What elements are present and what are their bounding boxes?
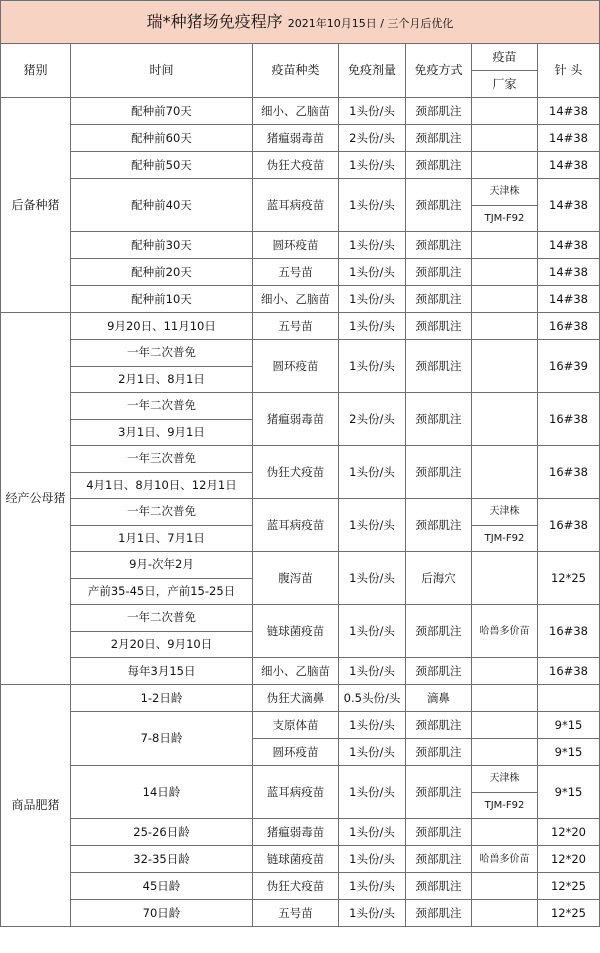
- method-cell: 颈部肌注: [406, 340, 472, 393]
- table-row: [1, 712, 600, 739]
- method-cell: 颈部肌注: [406, 819, 472, 846]
- table-row: [1, 232, 600, 259]
- dose-cell: 1头份/头: [339, 846, 406, 873]
- table-row: [1, 766, 600, 793]
- dose-cell: 1头份/头: [339, 179, 406, 232]
- method-cell: 颈部肌注: [406, 393, 472, 446]
- time-cell: 一年二次普免: [71, 340, 253, 367]
- vaccine-cell: 圆环疫苗: [253, 739, 339, 766]
- time-cell: 2月20日、9月10日: [71, 631, 253, 658]
- vaccine-cell: 猪瘟弱毒苗: [253, 393, 339, 446]
- vaccine-cell: 支原体苗: [253, 712, 339, 739]
- time-cell: 配种前20天: [71, 259, 253, 286]
- time-cell: 2月1日、8月1日: [71, 366, 253, 393]
- vaccine-cell: 五号苗: [253, 259, 339, 286]
- dose-cell: 1头份/头: [339, 605, 406, 658]
- time-cell: 配种前60天: [71, 125, 253, 152]
- header-needle: 针 头: [538, 44, 600, 98]
- header-time: 时间: [71, 44, 253, 98]
- time-cell: 4月1日、8月10日、12月1日: [71, 472, 253, 499]
- manufacturer-cell: [472, 259, 538, 286]
- needle-cell: 12*20: [538, 846, 600, 873]
- table-row: [1, 658, 600, 685]
- method-cell: 颈部肌注: [406, 313, 472, 340]
- needle-cell: 9*15: [538, 766, 600, 819]
- dose-cell: 1头份/头: [339, 819, 406, 846]
- dose-cell: 1头份/头: [339, 446, 406, 499]
- method-cell: 颈部肌注: [406, 179, 472, 232]
- header-dose: 免疫剂量: [339, 44, 406, 98]
- table-row: [1, 605, 600, 632]
- table-row: [1, 179, 600, 206]
- group-label: 后备种猪: [1, 98, 71, 313]
- dose-cell: 1头份/头: [339, 499, 406, 552]
- method-cell: 颈部肌注: [406, 766, 472, 819]
- vaccine-cell: 蓝耳病疫苗: [253, 499, 339, 552]
- table-row: [1, 98, 600, 125]
- vaccine-cell: 圆环疫苗: [253, 340, 339, 393]
- vaccine-cell: 蓝耳病疫苗: [253, 766, 339, 819]
- time-cell: 14日龄: [71, 766, 253, 819]
- table-row: [1, 259, 600, 286]
- manufacturer-cell: [472, 340, 538, 393]
- needle-cell: 12*25: [538, 873, 600, 900]
- method-cell: 后海穴: [406, 552, 472, 605]
- vaccine-cell: 猪瘟弱毒苗: [253, 819, 339, 846]
- time-cell: 一年二次普免: [71, 499, 253, 526]
- table-row: [1, 152, 600, 179]
- manufacturer-cell: [472, 552, 538, 605]
- vaccine-cell: 伪狂犬疫苗: [253, 873, 339, 900]
- needle-cell: 16#38: [538, 605, 600, 658]
- vaccine-cell: 伪狂犬疫苗: [253, 446, 339, 499]
- vaccine-cell: 链球菌疫苗: [253, 846, 339, 873]
- time-cell: 每年3月15日: [71, 658, 253, 685]
- needle-cell: 9*15: [538, 712, 600, 739]
- table-row: [1, 340, 600, 367]
- vaccine-cell: 圆环疫苗: [253, 232, 339, 259]
- manufacturer-cell: [472, 313, 538, 340]
- table-row: [1, 873, 600, 900]
- vaccine-cell: 五号苗: [253, 313, 339, 340]
- time-cell: 3月1日、9月1日: [71, 419, 253, 446]
- needle-cell: 14#38: [538, 286, 600, 313]
- table-row: [1, 552, 600, 579]
- manufacturer-cell: [472, 739, 538, 766]
- manufacturer-cell: [472, 712, 538, 739]
- dose-cell: 0.5头份/头: [339, 685, 406, 712]
- time-cell: 配种前40天: [71, 179, 253, 232]
- manufacturer-cell: [472, 98, 538, 125]
- needle-cell: 14#38: [538, 259, 600, 286]
- method-cell: 颈部肌注: [406, 499, 472, 552]
- time-cell: 25-26日龄: [71, 819, 253, 846]
- needle-cell: 12*25: [538, 900, 600, 927]
- method-cell: 颈部肌注: [406, 900, 472, 927]
- needle-cell: 16#38: [538, 446, 600, 499]
- time-cell: 配种前70天: [71, 98, 253, 125]
- time-cell: 1-2日龄: [71, 685, 253, 712]
- dose-cell: 1头份/头: [339, 712, 406, 739]
- manufacturer-cell: [472, 286, 538, 313]
- needle-cell: [538, 685, 600, 712]
- table-row: [1, 446, 600, 473]
- method-cell: 颈部肌注: [406, 98, 472, 125]
- dose-cell: 1头份/头: [339, 739, 406, 766]
- table-row: [1, 900, 600, 927]
- manufacturer-cell: [472, 658, 538, 685]
- title-sub: 2021年10月15日 / 三个月后优化: [287, 16, 454, 30]
- time-cell: 9月20日、11月10日: [71, 313, 253, 340]
- vaccine-cell: 链球菌疫苗: [253, 605, 339, 658]
- dose-cell: 1头份/头: [339, 552, 406, 605]
- manufacturer-cell: TJM-F92: [472, 205, 538, 232]
- method-cell: 颈部肌注: [406, 712, 472, 739]
- method-cell: 颈部肌注: [406, 286, 472, 313]
- table-row: [1, 313, 600, 340]
- manufacturer-cell: 天津株: [472, 499, 538, 526]
- table-row: [1, 819, 600, 846]
- time-cell: 一年三次普免: [71, 446, 253, 473]
- group-label: 经产公母猪: [1, 313, 71, 685]
- vaccine-cell: 伪狂犬滴鼻: [253, 685, 339, 712]
- time-cell: 9月-次年2月: [71, 552, 253, 579]
- table-row: [1, 125, 600, 152]
- needle-cell: 16#38: [538, 393, 600, 446]
- table-row: [1, 499, 600, 526]
- dose-cell: 2头份/头: [339, 393, 406, 446]
- manufacturer-cell: [472, 900, 538, 927]
- method-cell: 颈部肌注: [406, 152, 472, 179]
- vaccine-cell: 蓝耳病疫苗: [253, 179, 339, 232]
- manufacturer-cell: 哈兽多价苗: [472, 605, 538, 658]
- vaccine-cell: 伪狂犬疫苗: [253, 152, 339, 179]
- method-cell: 颈部肌注: [406, 846, 472, 873]
- method-cell: 滴鼻: [406, 685, 472, 712]
- manufacturer-cell: [472, 446, 538, 499]
- needle-cell: 16#39: [538, 340, 600, 393]
- needle-cell: 14#38: [538, 98, 600, 125]
- dose-cell: 1头份/头: [339, 232, 406, 259]
- manufacturer-cell: 天津株: [472, 179, 538, 206]
- manufacturer-cell: [472, 152, 538, 179]
- table-row: [1, 393, 600, 420]
- dose-cell: 1头份/头: [339, 873, 406, 900]
- vaccine-cell: 细小、乙脑苗: [253, 658, 339, 685]
- needle-cell: 14#38: [538, 232, 600, 259]
- table-row: [1, 286, 600, 313]
- dose-cell: 1头份/头: [339, 766, 406, 819]
- time-cell: 1月1日、7月1日: [71, 525, 253, 552]
- header-group: 猪别: [1, 44, 71, 98]
- dose-cell: 1头份/头: [339, 286, 406, 313]
- header-vaccine: 疫苗种类: [253, 44, 339, 98]
- dose-cell: 1头份/头: [339, 98, 406, 125]
- manufacturer-cell: 哈兽多价苗: [472, 846, 538, 873]
- manufacturer-cell: [472, 393, 538, 446]
- time-cell: 产前35-45日，产前15-25日: [71, 578, 253, 605]
- needle-cell: 16#38: [538, 313, 600, 340]
- time-cell: 配种前10天: [71, 286, 253, 313]
- needle-cell: 9*15: [538, 739, 600, 766]
- dose-cell: 1头份/头: [339, 259, 406, 286]
- time-cell: 45日龄: [71, 873, 253, 900]
- needle-cell: 12*20: [538, 819, 600, 846]
- dose-cell: 1头份/头: [339, 658, 406, 685]
- method-cell: 颈部肌注: [406, 658, 472, 685]
- header-mfr-bottom: 厂家: [492, 76, 517, 91]
- time-cell: 32-35日龄: [71, 846, 253, 873]
- vaccine-cell: 细小、乙脑苗: [253, 286, 339, 313]
- title-main: 瑞*种猪场免疫程序: [146, 11, 283, 31]
- method-cell: 颈部肌注: [406, 873, 472, 900]
- dose-cell: 2头份/头: [339, 125, 406, 152]
- group-label: 商品肥猪: [1, 685, 71, 927]
- vaccine-cell: 腹泻苗: [253, 552, 339, 605]
- time-cell: 70日龄: [71, 900, 253, 927]
- manufacturer-cell: 天津株: [472, 766, 538, 793]
- needle-cell: 14#38: [538, 152, 600, 179]
- needle-cell: 14#38: [538, 125, 600, 152]
- method-cell: 颈部肌注: [406, 446, 472, 499]
- method-cell: 颈部肌注: [406, 739, 472, 766]
- vaccine-cell: 细小、乙脑苗: [253, 98, 339, 125]
- method-cell: 颈部肌注: [406, 259, 472, 286]
- table-row: [1, 685, 600, 712]
- manufacturer-cell: TJM-F92: [472, 792, 538, 819]
- header-row: [1, 44, 600, 98]
- manufacturer-cell: TJM-F92: [472, 525, 538, 552]
- manufacturer-cell: [472, 125, 538, 152]
- time-cell: 一年二次普免: [71, 605, 253, 632]
- manufacturer-cell: [472, 685, 538, 712]
- needle-cell: 16#38: [538, 499, 600, 552]
- needle-cell: 12*25: [538, 552, 600, 605]
- time-cell: 一年二次普免: [71, 393, 253, 420]
- table-title: [1, 1, 600, 44]
- table-row: [1, 846, 600, 873]
- header-mfr-top: 疫苗: [472, 44, 537, 71]
- header-manufacturer: [472, 44, 538, 98]
- method-cell: 颈部肌注: [406, 125, 472, 152]
- manufacturer-cell: [472, 873, 538, 900]
- time-cell: 配种前30天: [71, 232, 253, 259]
- header-method: 免疫方式: [406, 44, 472, 98]
- vaccine-cell: 五号苗: [253, 900, 339, 927]
- needle-cell: 16#38: [538, 658, 600, 685]
- vaccine-cell: 猪瘟弱毒苗: [253, 125, 339, 152]
- dose-cell: 1头份/头: [339, 900, 406, 927]
- method-cell: 颈部肌注: [406, 605, 472, 658]
- needle-cell: 14#38: [538, 179, 600, 232]
- manufacturer-cell: [472, 232, 538, 259]
- time-cell: 7-8日龄: [71, 712, 253, 766]
- manufacturer-cell: [472, 819, 538, 846]
- dose-cell: 1头份/头: [339, 152, 406, 179]
- time-cell: 配种前50天: [71, 152, 253, 179]
- dose-cell: 1头份/头: [339, 340, 406, 393]
- dose-cell: 1头份/头: [339, 313, 406, 340]
- method-cell: 颈部肌注: [406, 232, 472, 259]
